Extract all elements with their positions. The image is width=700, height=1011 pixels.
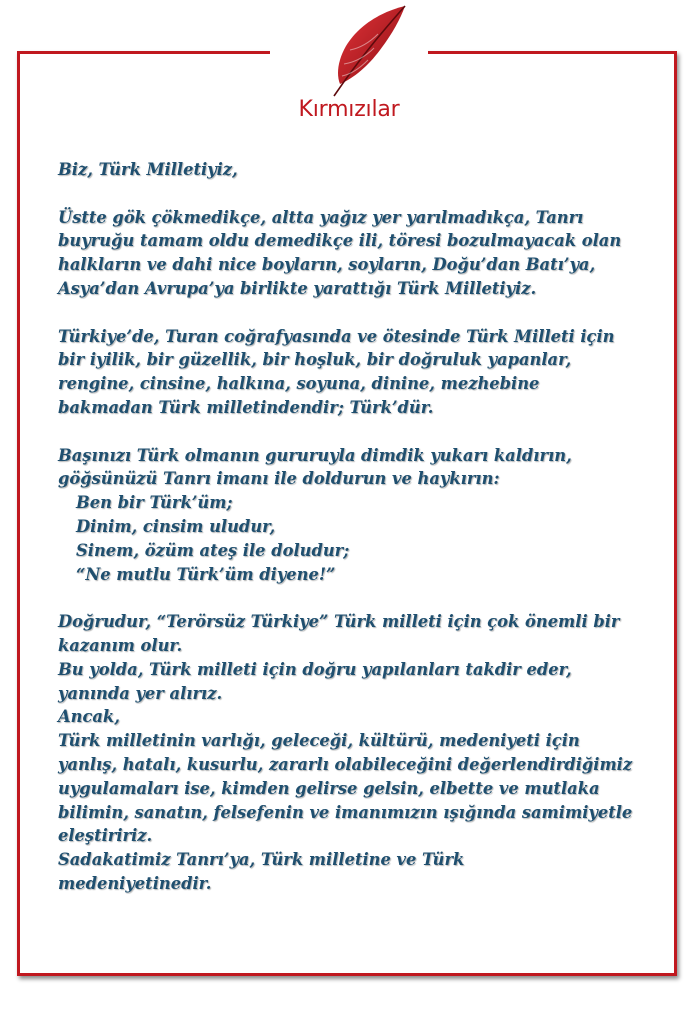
text-line: Ancak, [58,707,120,727]
text-line: uygulamaları ise, kimden gelirse gelsin, elbette ve mutlaka [58,778,600,798]
text-line: Asya’dan Avrupa’ya birlikte yarattığı Türk Milletiyiz. [58,278,537,298]
text-line: Türk milletinin varlığı, geleceği, kültürü, medeniyeti için [58,731,580,751]
text-line: kazanım olur. [58,635,183,655]
text-line: medeniyetinedir. [58,873,212,893]
text-line: Biz, Türk Milletiyiz, [58,160,238,179]
text-line: eleştiririz. [58,826,153,846]
text-line: bir iyilik, bir güzellik, bir hoşluk, bir doğruluk yapanlar, [58,350,572,370]
text-line: Sadakatimiz Tanrı’ya, Türk milletine ve Türk [58,850,465,870]
text-line: Başınızı Türk olmanın gururuyla dimdik yukarı kaldırın, [58,445,572,465]
text-line: yanında yer alırız. [58,683,223,703]
text-line: bilimin, sanatın, felsefenin ve imanımızın ışığında samimiyetle [58,802,633,822]
blank-line [58,301,658,325]
brand-logo [270,0,428,140]
blank-line [58,182,658,206]
brand-name: Kırmızılar [298,97,400,122]
text-line: Doğrudur, “Terörsüz Türkiye” Türk milleti için çok önemli bir [58,612,620,632]
declaration-text [58,158,658,896]
text-line: rengine, cinsine, halkına, soyuna, dinine, mezhebine [58,374,540,394]
text-line: göğsünüzü Tanrı imanı ile doldurun ve haykırın: [58,469,500,489]
poem-line: Dinim, cinsim uludur, [76,516,276,536]
text-line: bakmadan Türk milletindendir; Türk’dür. [58,397,434,417]
text-line: Bu yolda, Türk milleti için doğru yapılanları takdir eder, [58,659,572,679]
quill-feather-icon [310,4,410,104]
text-line: yanlış, hatalı, kusurlu, zararlı olabileceğini değerlendirdiğimiz [58,754,633,774]
poem-line: “Ne mutlu Türk’üm diyene!” [76,564,336,584]
poem-line: Sinem, özüm ateş ile doludur; [76,540,350,560]
blank-line [58,420,658,444]
text-line: Türkiye’de, Turan coğrafyasında ve ötesinde Türk Milleti için [58,326,615,346]
blank-line [58,586,658,610]
text-line: halkların ve dahi nice boyların, soyların, Doğu’dan Batı’ya, [58,255,596,275]
poem-line: Ben bir Türk’üm; [76,493,233,513]
text-line: Üstte gök çökmedikçe, altta yağız yer yarılmadıkça, Tanrı [58,207,584,227]
text-line: buyruğu tamam oldu demedikçe ili, töresi bozulmayacak olan [58,231,622,251]
